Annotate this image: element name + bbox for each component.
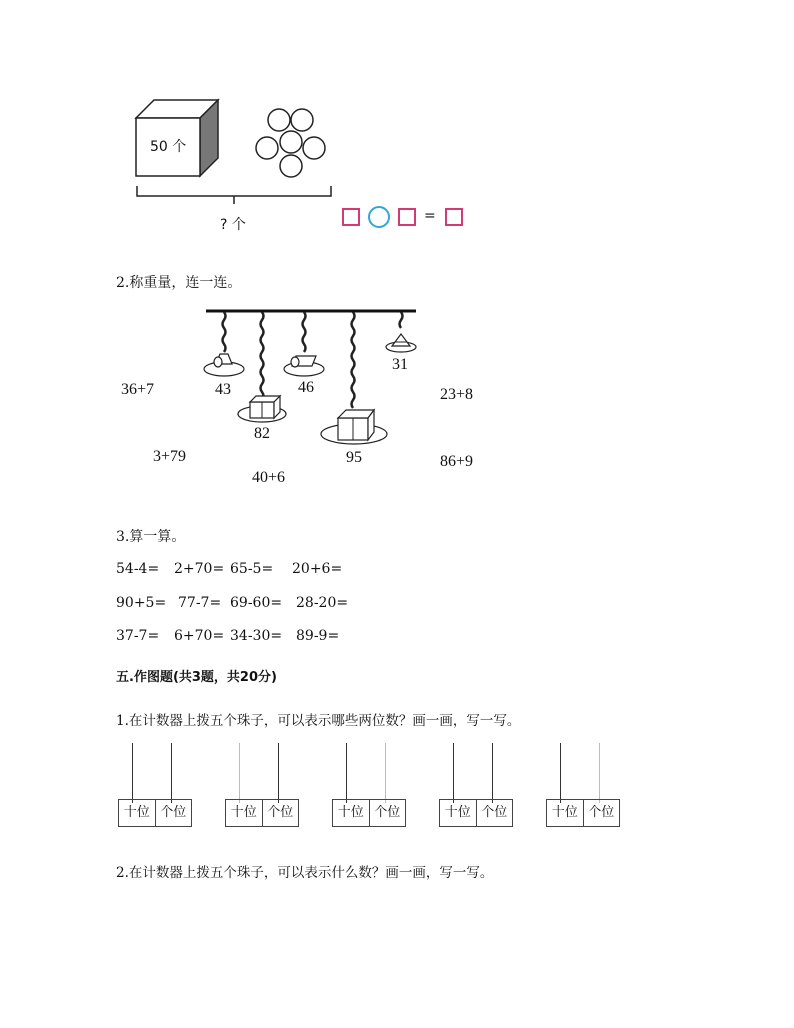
counter-abacus[interactable] bbox=[332, 743, 406, 833]
q5-1-title: 1.在计数器上拨五个珠子，可以表示哪些两位数？画一画，写一写。 bbox=[116, 713, 521, 729]
tens-label: 十位 bbox=[337, 805, 364, 820]
weight-label: 95 bbox=[346, 449, 362, 466]
problem: 34-30= bbox=[230, 628, 283, 644]
expression-label[interactable]: 23+8 bbox=[440, 386, 474, 403]
ones-label: 个位 bbox=[262, 800, 299, 826]
ones-rod[interactable] bbox=[385, 743, 386, 803]
tens-rod[interactable] bbox=[132, 743, 133, 803]
tens-rod[interactable] bbox=[239, 743, 240, 803]
expression-label[interactable]: 36+7 bbox=[121, 381, 155, 398]
tens-rod[interactable] bbox=[560, 743, 561, 803]
operator-circle[interactable] bbox=[368, 206, 390, 228]
expression-label[interactable]: 86+9 bbox=[440, 453, 474, 470]
tens-label: 十位 bbox=[230, 805, 257, 820]
answer-box-3[interactable] bbox=[445, 208, 463, 226]
weight-label: 46 bbox=[298, 379, 314, 396]
problem: 20+6= bbox=[292, 561, 343, 577]
counter-abacus[interactable] bbox=[439, 743, 513, 833]
problem: 2+70= bbox=[174, 561, 225, 577]
weight-label: 82 bbox=[254, 425, 270, 442]
total-label: ? 个 bbox=[220, 217, 246, 233]
problem: 65-5= bbox=[230, 561, 274, 577]
ones-rod[interactable] bbox=[599, 743, 600, 803]
problem: 89-9= bbox=[296, 628, 340, 644]
problem: 77-7= bbox=[178, 595, 222, 611]
expression-label[interactable]: 40+6 bbox=[252, 469, 286, 486]
circles-group-icon bbox=[252, 108, 328, 184]
tens-label: 十位 bbox=[444, 805, 471, 820]
problem: 6+70= bbox=[174, 628, 225, 644]
q5-2-title: 2.在计数器上拨五个珠子，可以表示什么数？画一画，写一写。 bbox=[116, 865, 494, 881]
problem: 54-4= bbox=[116, 561, 160, 577]
q2-title: 2.称重量，连一连。 bbox=[116, 275, 242, 291]
ones-label: 个位 bbox=[369, 800, 406, 826]
problem: 37-7= bbox=[116, 628, 160, 644]
ones-label: 个位 bbox=[583, 800, 620, 826]
tens-rod[interactable] bbox=[346, 743, 347, 803]
expression-label[interactable]: 3+79 bbox=[153, 448, 187, 465]
counter-abacus[interactable] bbox=[118, 743, 192, 833]
weight-label: 31 bbox=[392, 356, 408, 373]
tens-label: 十位 bbox=[551, 805, 578, 820]
weighing-scale-illustration bbox=[196, 306, 436, 446]
weight-label: 43 bbox=[215, 381, 231, 398]
ones-rod[interactable] bbox=[492, 743, 493, 803]
problem: 69-60= bbox=[230, 595, 283, 611]
ones-rod[interactable] bbox=[278, 743, 279, 803]
answer-box-2[interactable] bbox=[398, 208, 416, 226]
counter-abacus[interactable] bbox=[546, 743, 620, 833]
answer-box-1[interactable] bbox=[342, 208, 360, 226]
tens-rod[interactable] bbox=[453, 743, 454, 803]
problem: 90+5= bbox=[116, 595, 167, 611]
section-heading: 五.作图题(共3题，共20分) bbox=[116, 670, 277, 685]
equals-sign: = bbox=[424, 208, 436, 224]
q3-title: 3.算一算。 bbox=[116, 529, 186, 545]
cube-label: 50 个 bbox=[150, 139, 187, 155]
counter-abacus[interactable] bbox=[225, 743, 299, 833]
tens-label: 十位 bbox=[123, 805, 150, 820]
brace-icon bbox=[136, 186, 332, 206]
problem: 28-20= bbox=[296, 595, 349, 611]
ones-label: 个位 bbox=[476, 800, 513, 826]
ones-label: 个位 bbox=[155, 800, 192, 826]
ones-rod[interactable] bbox=[171, 743, 172, 803]
